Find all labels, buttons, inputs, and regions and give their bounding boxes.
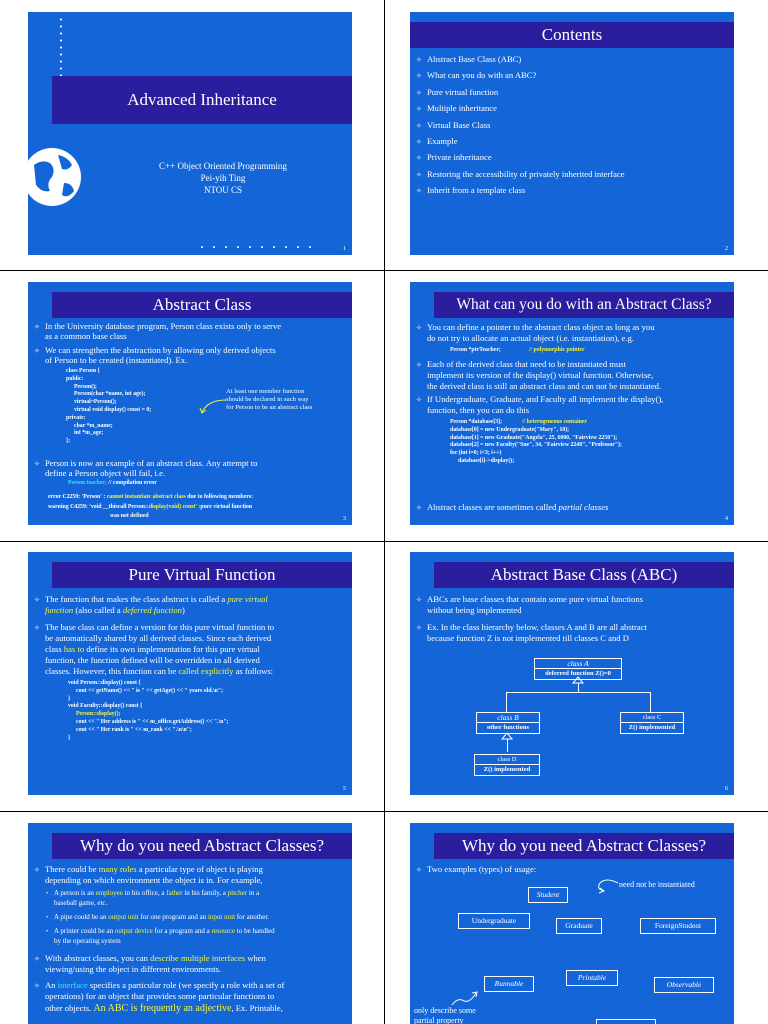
grid-divider — [0, 270, 768, 271]
bullet-text: In the University database program, Person class exists only to serve — [45, 321, 282, 331]
bullet-text: ✧ The function that makes the class abstract is called a pure virtual — [34, 594, 268, 604]
code-block: void Person::display() const { cout << getName() << " is " << getAge() << " years old.\n"; } void Faculty::display() const { Person::display(); cout << " Her address is " << m_office.getAddress() << ".\n"; cout << " Her rank is " << m_rank << ".\n\n"; } — [68, 680, 229, 741]
code-line: class Person { — [66, 368, 100, 374]
contents-item-label: What can you do with an ABC? — [427, 70, 537, 81]
bullet-text: ✧ With abstract classes, you can describe multiple interfaces when — [34, 953, 266, 963]
page-number: 6 — [725, 786, 728, 792]
page-number: 3 — [343, 516, 346, 522]
bullet-text: class has to define its own implementation for this pure virtual — [45, 644, 260, 654]
code-block: Person *database[3]; // heterogeneous container database[0] = new Undergraduate("Mary", 18); database[1] = new Graduate("Angela", 25, 6000, "Fairview 2250"); database[2] = new Faculty("Sue", 34, "Fairview 2248", "Professor"); for (int i=0; i<3; i++) database[i]->display(); — [450, 419, 622, 464]
bullet-icon: ✧ — [416, 56, 422, 64]
bullet-icon: ✧ — [416, 187, 422, 196]
bullet-text: Each of the derived class that need to be instantiated must — [427, 359, 627, 369]
code-line: }; — [66, 438, 71, 445]
grid-divider — [0, 541, 768, 542]
page-number: 4 — [725, 516, 728, 522]
contents-item — [416, 150, 625, 166]
graduate-box: Graduate — [556, 918, 602, 934]
bullet-icon: ✧ — [416, 138, 422, 147]
contents-item — [416, 52, 625, 68]
page-number: 5 — [343, 786, 346, 792]
slide-title: Advanced Inheritance — [52, 76, 352, 124]
slide-title: Contents — [410, 22, 734, 48]
undergraduate-box: Undergraduate — [458, 913, 530, 929]
partial-box — [596, 1019, 656, 1024]
grid-divider — [0, 811, 768, 812]
slide-8[interactable]: Why do you need Abstract Classes? ✧ Two examples (types) of usage: Student need not be instantiated Undergraduate Graduate ForeignStudent Runnable Printable Observable only describe some partial property — [410, 823, 734, 1024]
slide-2[interactable] — [410, 12, 734, 255]
contents-list — [416, 52, 625, 200]
bullet-icon: ✧ — [416, 154, 422, 163]
slide-5[interactable] — [28, 552, 352, 795]
page-number: 1 — [343, 246, 346, 252]
slide-3[interactable]: Abstract Class ✧ In the University database program, Person class exists only to serve as a common base class ✧ We can strengthen the abstraction by allowing only derived objects of Person to be created (instantiated). Ex. class Person { public: Person(); Person(char *name, int age); virtual~Person(); virtual void display() const = 0; private: char *m_name; int *m_age; }; At least one member function should be declared in such way for Person to be an abstract class ✧ Person is now an example of an abstract class. Any attempt to define a Person object will fail, i.e. Person teacher; // compilation error error C2259: 'Person' : cannot instantiate abstract class due to following members: warning C4259: 'void __thiscall Person::display(void) const' :pure virtual function was not defined 3 — [28, 282, 352, 525]
bullet-text: other objects. An ABC is frequently an adjective, Ex. Printable, — [45, 1003, 283, 1014]
runnable-box: Runnable — [484, 976, 534, 992]
sub-bullet: • A person is an employee in his office, a father in his family, a pitcher in a — [46, 889, 260, 897]
sub-bullet: • A printer could be an output device for a program and a resource to be handled — [46, 927, 275, 935]
bullet-text: We can strengthen the abstraction by allowing only derived objects — [45, 345, 276, 355]
decorative-dots — [59, 16, 63, 78]
bullet-text: implement its version of the display() virtual function. Otherwise, — [427, 370, 654, 380]
printable-box: Printable — [566, 970, 618, 986]
slide-4[interactable]: What can you do with an Abstract Class? ✧ You can define a pointer to the abstract class object as long as you do not try to allocate an actual object (i.e. instantiation), e.g. Person *ptrTeacher; // polymorphic pointer ✧ Each of the derived class that need to be instantiated must implement its version of the display() virtual function. Otherwise, the derived class is still an abstract class and can not be instantiated. ✧ If Undergraduate, Graduate, and Faculty all implement the display(), function, then you can do this Person *database[3]; // heterogeneous container database[0] = new Undergraduate("Mary", 18); database[1] = new Graduate("Angela", 25, 6000, "Fairview 2250"); database[2] = new Faculty("Sue", 34, "Fairview 2248", "Professor"); for (int i=0; i<3; i++) database[i]->display(); ✧ Abstract classes are sometimes called partial classes 4 — [410, 282, 734, 525]
contents-item-label: Virtual Base Class — [427, 119, 491, 130]
code-line: Person(); — [74, 383, 97, 390]
sub-bullet: baseball game, etc. — [54, 899, 108, 907]
error-line: error C2259: 'Person' : cannot instantiate abstract class due to following members: — [48, 494, 254, 500]
bullet-text: viewing/using the object in different environments. — [45, 964, 221, 974]
bullet-text: Abstract classes are sometimes called — [427, 502, 557, 512]
slide-title: Why do you need Abstract Classes? — [434, 833, 734, 859]
code-line: private: — [66, 414, 86, 421]
bullet-text: be automatically shared by all derived classes. Since each derived — [45, 633, 272, 643]
contents-item-label: Pure virtual function — [427, 86, 499, 97]
grid-divider-vertical — [384, 0, 385, 1024]
code-line: int *m_age; — [74, 430, 104, 437]
slide-7[interactable] — [28, 823, 352, 1024]
code-line: virtual~Person(); — [74, 399, 117, 406]
bullet-text: ✧ The base class can define a version for this pure virtual function to — [34, 622, 275, 632]
contents-item-label: Multiple inheritance — [427, 103, 497, 114]
callout-arrow — [198, 398, 228, 416]
class-a-box: class A deferred function Z()=0 — [534, 658, 622, 680]
bullet-text: depending on which environment the object is in. For example, — [45, 875, 263, 885]
code-line: Person *ptrTeacher; // polymorphic pointer — [450, 347, 585, 353]
bullet-text: as a common base class — [45, 331, 127, 341]
code-block — [66, 368, 151, 446]
bullet-icon: ✧ — [416, 105, 422, 114]
student-box: Student — [528, 887, 568, 903]
code-line: Person(char *name, int age); — [74, 391, 146, 398]
class-d-box: class D Z() implemented — [474, 754, 540, 776]
contents-item-label: Private inheritance — [427, 152, 492, 163]
bullet-text: Person is now an example of an abstract class. Any attempt to — [45, 458, 258, 468]
contents-item — [416, 167, 625, 183]
globe-icon — [28, 143, 82, 211]
bullet-text: without being implemented — [427, 605, 522, 615]
bullet-icon: ✧ — [416, 121, 422, 130]
bullet-text: Ex. In the class hierarchy below, classes A and B are all abstract — [427, 622, 647, 632]
class-c-box: class C Z() implemented — [620, 712, 684, 734]
sub-bullet: by the operating system — [54, 937, 121, 945]
contents-item-label: Restoring the accessibility of privately inherited interface — [427, 168, 625, 179]
decorative-dots — [196, 245, 316, 249]
contents-item-label: Example — [427, 136, 458, 147]
bullet-text: define a Person object will fail, i.e. — [45, 468, 166, 478]
bullet-text: do not try to allocate an actual object (i.e. instantiation), e.g. — [427, 333, 634, 343]
callout-arrow — [450, 989, 480, 1007]
observable-box: Observable — [654, 977, 714, 993]
contents-item-label: Abstract Base Class (ABC) — [427, 54, 522, 64]
bullet-text: You can define a pointer to the abstract class object as long as you — [427, 322, 655, 332]
error-line: warning C4259: 'void __thiscall Person::display(void) const' :pure virtual function — [48, 504, 253, 510]
bullet-text: ✧ There could be many roles a particular type of object is playing — [34, 864, 263, 874]
error-line: was not defined — [110, 513, 149, 519]
annotation-note: need not be instantiated — [619, 880, 695, 889]
bullet-text: ✧ An interface specifies a particular role (we specify a role with a set of — [34, 980, 285, 990]
annotation-note: only describe some partial property — [414, 1006, 476, 1024]
contents-item — [416, 183, 625, 199]
contents-item — [416, 118, 625, 134]
contents-item — [416, 101, 625, 117]
code-line: char *m_name; — [74, 422, 113, 429]
bullet-text: classes. However, this function can be called explicitly as follows: — [45, 666, 274, 676]
slide-title: Why do you need Abstract Classes? — [52, 833, 352, 859]
contents-item — [416, 134, 625, 150]
bullet-icon: ✧ — [416, 72, 422, 81]
callout-arrow — [590, 875, 620, 895]
bullet-icon: ✧ — [416, 88, 422, 97]
code-line: virtual void display() const = 0; — [74, 406, 152, 413]
slide-1[interactable] — [28, 12, 352, 255]
foreignstudent-box: ForeignStudent — [640, 918, 716, 934]
contents-item — [416, 85, 625, 101]
bullet-text: Two examples (types) of usage: — [427, 864, 537, 874]
bullet-text: ABCs are base classes that contain some pure virtual functions — [427, 594, 643, 604]
slide-title: What can you do with an Abstract Class? — [434, 292, 734, 318]
sub-bullet: • A pipe could be an output unit for one program and an input unit for another. — [46, 913, 270, 921]
slide-title: Abstract Base Class (ABC) — [434, 562, 734, 588]
page-number: 2 — [725, 246, 728, 252]
slide-6[interactable]: Abstract Base Class (ABC) ✧ ABCs are base classes that contain some pure virtual functions without being implemented ✧ Ex. In the class hierarchy below, classes A and B are all abstract because function Z is not implemented till classes C and D class A deferred function Z()=0 class B other functions class C Z() implemented class D Z() implemented 6 — [410, 552, 734, 795]
bullet-text: because function Z is not implemented till classes C and D — [427, 633, 629, 643]
bullet-text: operations) for an object that provides some particular functions to — [45, 991, 275, 1001]
author-name: Pei-yih Ting — [200, 173, 246, 183]
course-name: C++ Object Oriented Programming — [159, 161, 287, 171]
bullet-text: of Person to be created (instantiated). Ex. — [45, 355, 188, 365]
contents-item — [416, 68, 625, 84]
bullet-text: function, the function defined will be overridden in all derived — [45, 655, 260, 665]
annotation-note: At least one member function should be declared in such way for Person to be an abstract class — [226, 388, 313, 411]
affiliation: NTOU CS — [203, 185, 243, 195]
bullet-text: function, then you can do this — [427, 405, 530, 415]
slide-title: Pure Virtual Function — [52, 562, 352, 588]
slide-title: Abstract Class — [52, 292, 352, 318]
bullet-icon: ✧ — [416, 170, 422, 179]
code-line: Person teacher; // compilation error — [68, 480, 157, 486]
contents-item-label: Inherit from a template class — [427, 185, 526, 196]
class-b-box: class B other functions — [476, 712, 540, 734]
bullet-text: If Undergraduate, Graduate, and Faculty all implement the display(), — [427, 394, 664, 404]
code-line: public: — [66, 375, 84, 382]
bullet-text: function (also called a deferred function) — [45, 605, 185, 615]
bullet-text: the derived class is still an abstract class and can not be instantiated. — [427, 381, 662, 391]
